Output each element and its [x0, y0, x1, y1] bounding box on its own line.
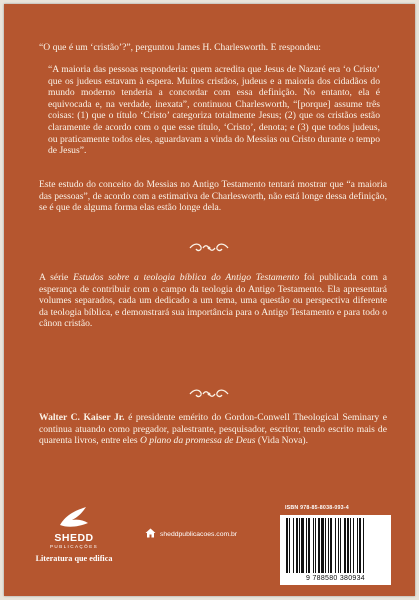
barcode-bar [301, 518, 304, 573]
barcode-bar [353, 518, 354, 573]
ornament-divider-icon [187, 388, 231, 400]
isbn-label: ISBN 978-85-8038-093-4 [285, 505, 349, 511]
series-rest: foi publicada com a esperança de contribuir com o campo da teologia do Antigo Testamento. Ela apresentará volumes separados, cada um dedicado a um tema, uma questão ou perspectiva diferente da teologia bíblica, e demonstrará sua importância para o Antigo Testamento e para todo o cânon cristão. [39, 272, 387, 330]
barcode-bar [328, 518, 329, 573]
barcode-bar [299, 518, 300, 573]
cover-footer [4, 500, 415, 596]
publisher-sub: PUBLICAÇÕES [49, 544, 99, 549]
author-book-title: O plano da promessa de Deus [139, 435, 256, 447]
author-bio-text: é presidente emérito do Gordon-Conwell Theological Seminary e continua atuando como pregador, palestrante, pesquisador, escritor, tendo escrito mais de quarenta livros, entre eles [39, 412, 387, 447]
barcode-bar [357, 518, 358, 573]
study-paragraph: Este estudo do conceito do Messias no Antigo Testamento tentará mostrar que “a maioria das pessoas”, de acordo com a estimativa de Charlesworth, não está longe dessa definição, se é que de alguma forma elas estão longe dela. [39, 179, 387, 214]
bird-logo-icon [56, 505, 92, 531]
series-lead: A série [39, 272, 74, 283]
barcode-bar [347, 518, 349, 573]
quote-body: “A maioria das pessoas responderia: quem acredita que Jesus de Nazaré era ‘o Cristo’ que os judeus estavam à espera. Muitos cristãos, judeus e a maioria dos cidadãos do mundo moderno tenderia a concordar com essa definição. No entanto, ela é equivocada e, na verdade, inexata”, continuou Charlesworth, “[porque] assume três coisas: (1) que o título ‘Cristo’ categoriza totalmente Jesus; (2) que os cristãos estão claramente de acordo com o que esse título, ‘Cristo’, denota; e (3) que todos judeus, ou praticamente todos eles, aguardavam a vinda do Messias ou Cristo durante o tempo de Jesus”. [48, 64, 380, 157]
series-title: Estudos sobre a teologia bíblica do Antigo Testamento [73, 272, 300, 283]
barcode-bar [293, 518, 294, 573]
barcode-bar [350, 518, 351, 573]
barcode-bar [321, 518, 324, 573]
publisher-website[interactable]: sheddpublicacoes.com.br [160, 531, 238, 538]
author-name: Walter C. Kaiser Jr. [39, 412, 125, 423]
barcode-bar [335, 518, 336, 573]
barcode-bar [325, 518, 326, 573]
barcode-bar [296, 518, 298, 573]
barcode-bar [289, 518, 290, 573]
barcode-bar [363, 518, 364, 573]
barcode-bar [308, 518, 310, 573]
barcode-bar [313, 518, 314, 573]
ornament-divider-icon [187, 242, 231, 254]
barcode-bar [344, 518, 346, 573]
quote-intro: “O que é um ‘cristão’?”, perguntou James H. Charlesworth. E respondeu: [39, 42, 321, 53]
publisher-name: SHEDD [54, 532, 94, 544]
barcode-bar [330, 518, 332, 573]
barcode-bar [286, 518, 288, 573]
barcode-bar [318, 518, 320, 573]
barcode-number: 9 788580 380934 [306, 575, 365, 582]
barcode-bar [359, 518, 361, 573]
back-cover [4, 4, 415, 596]
author-book-publisher: (Vida Nova). [255, 435, 308, 447]
barcode-bars [285, 518, 386, 573]
barcode-bar [338, 518, 339, 573]
barcode-bar [306, 518, 307, 573]
barcode-bar [315, 518, 316, 573]
publisher-tagline: Literatura que edifica [35, 554, 113, 563]
series-paragraph [39, 272, 387, 330]
barcode [280, 515, 391, 585]
home-icon [145, 528, 156, 538]
author-bio [39, 412, 387, 447]
barcode-bar [340, 518, 341, 573]
